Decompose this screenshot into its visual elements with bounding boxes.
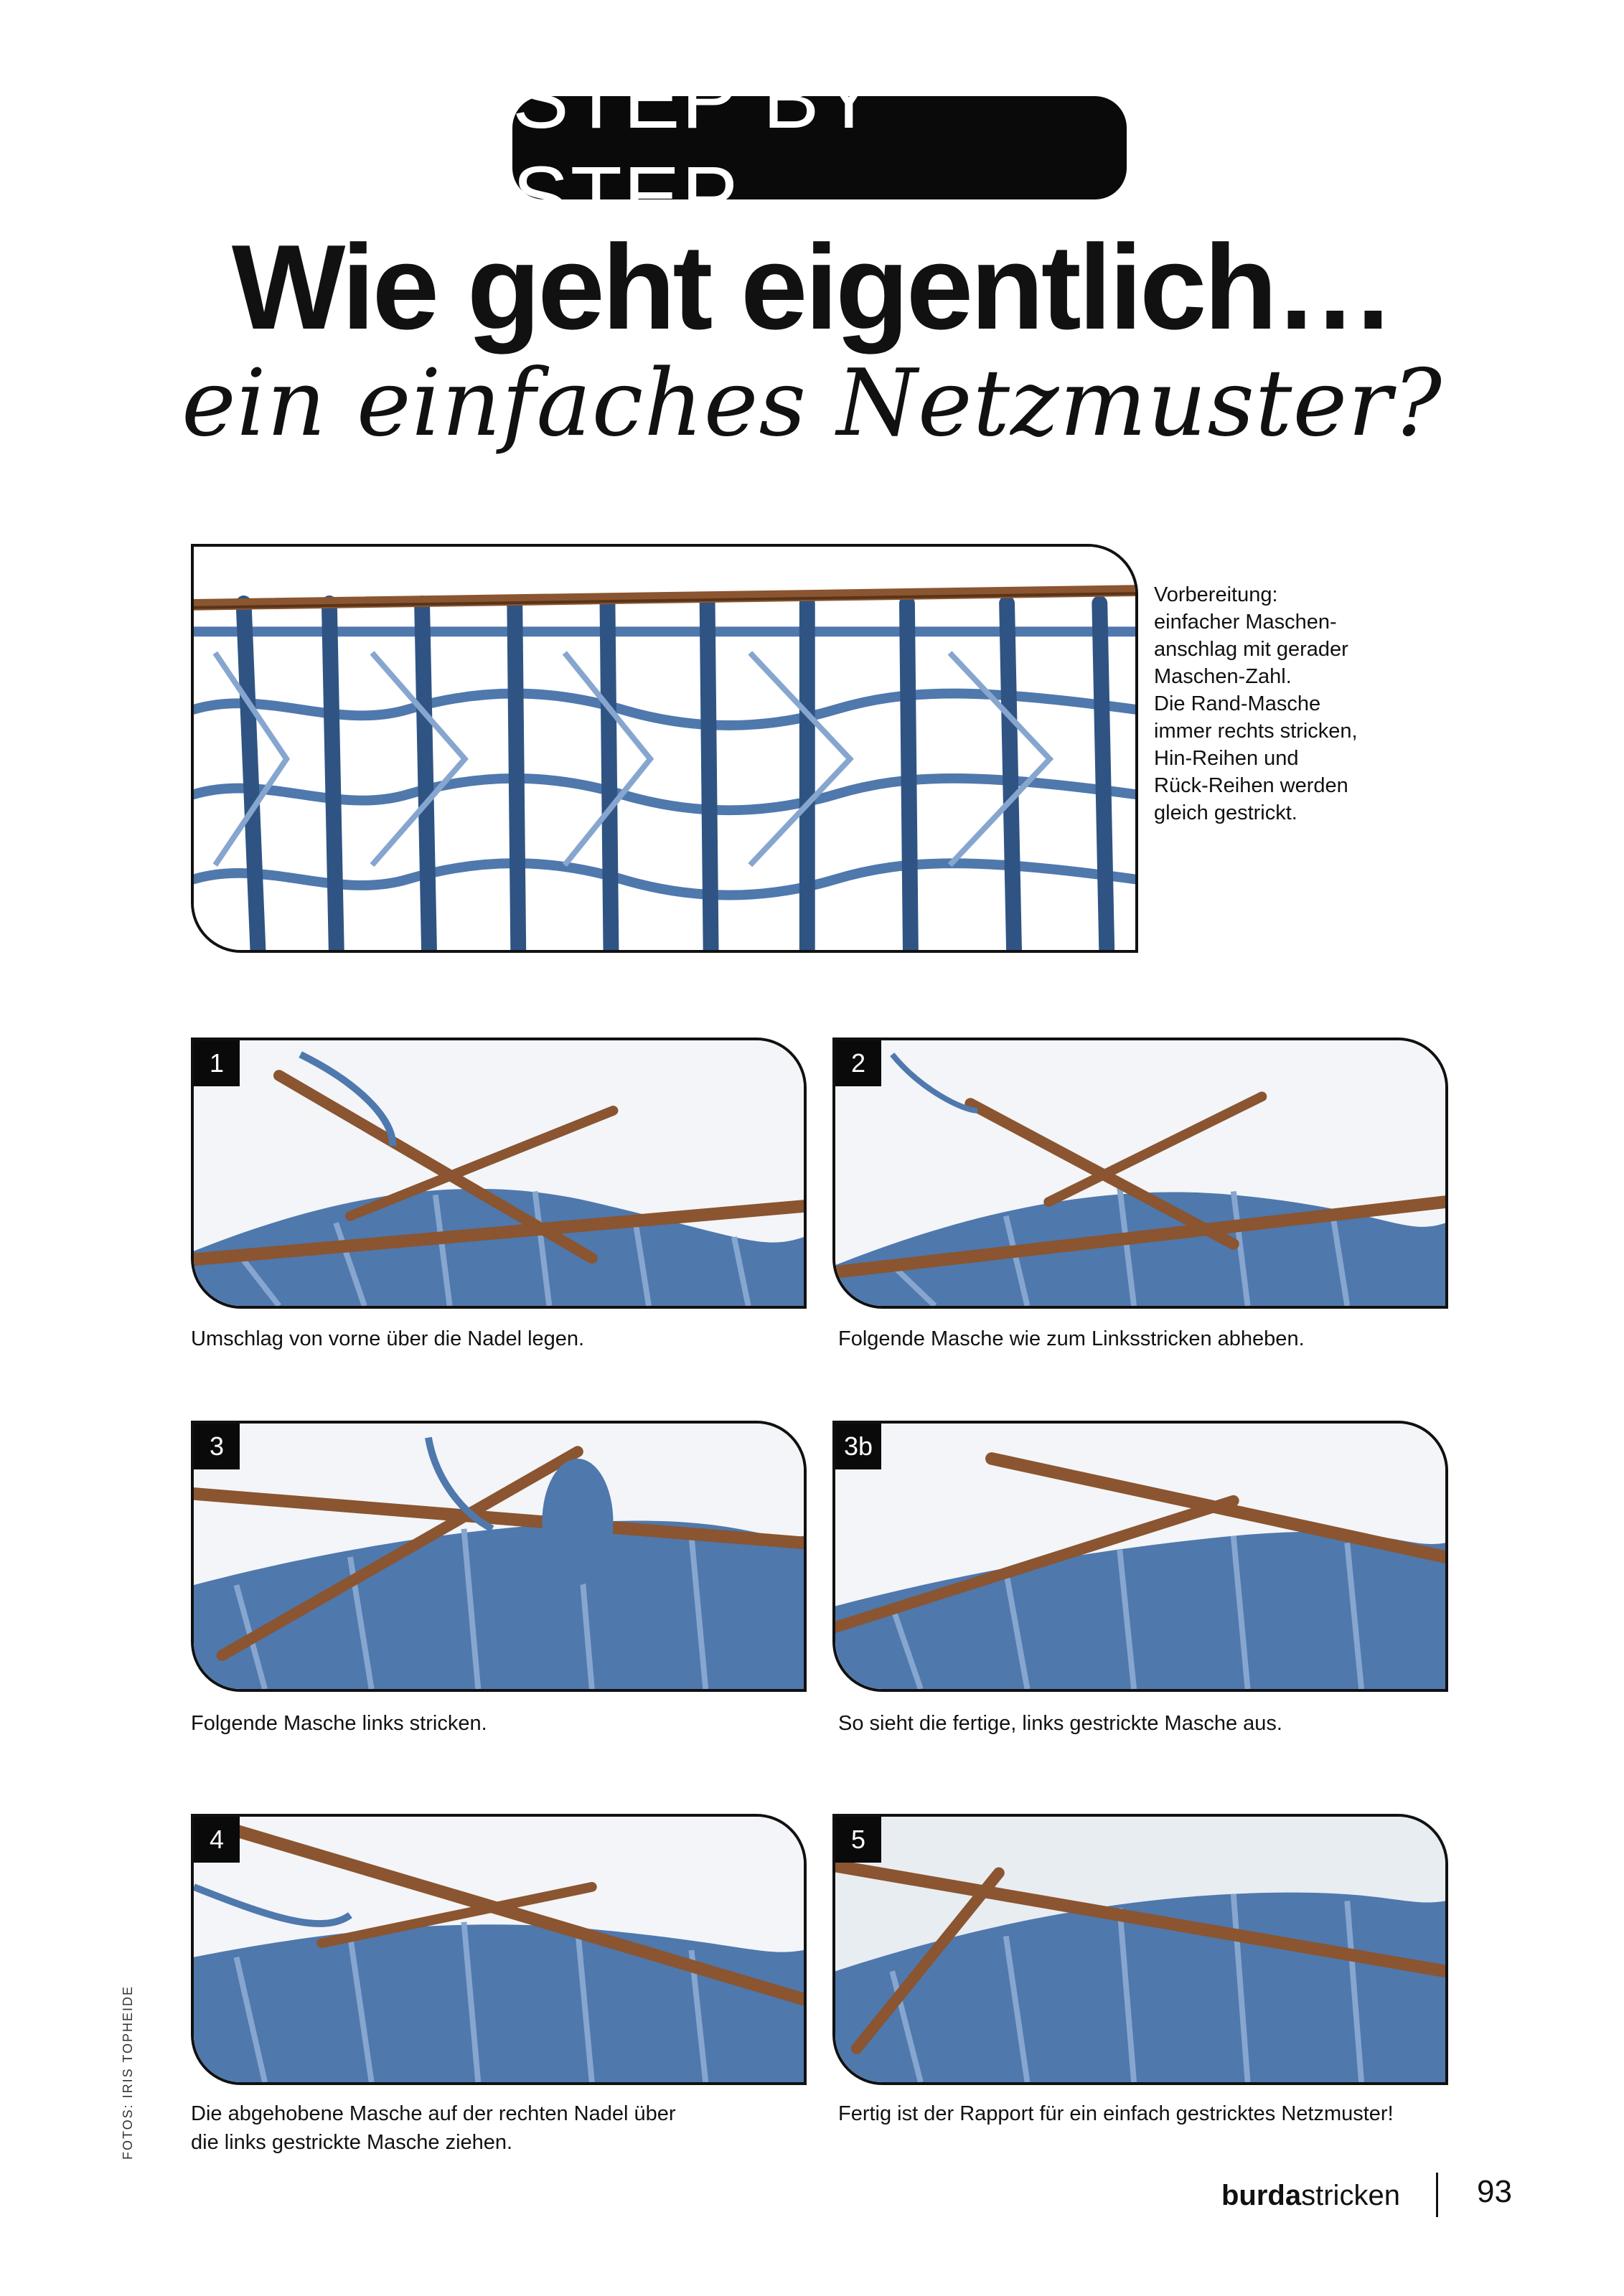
page-number: 93 [1477, 2174, 1512, 2209]
magazine-brand: burdastricken [1221, 2180, 1400, 2211]
step-3b-caption: So sieht die fertige, links gestrickte Masche aus. [838, 1712, 1282, 1735]
step-5-caption: Fertig ist der Rapport für ein einfach gestricktes Netzmuster! [838, 2102, 1394, 2125]
step-number: 5 [835, 1817, 881, 1863]
knitting-step-image [194, 1040, 804, 1306]
page-subtitle: ein einfaches Netzmuster? [182, 350, 1442, 457]
step-1-photo [191, 1038, 807, 1309]
step-number: 3b [835, 1424, 881, 1469]
step-3b-photo [832, 1421, 1448, 1692]
knitting-step-image [835, 1040, 1445, 1306]
page-title: Wie geht eigentlich… [231, 220, 1393, 354]
step-1-caption: Umschlag von vorne über die Nadel legen. [191, 1327, 585, 1350]
knitting-step-image [835, 1424, 1445, 1689]
step-number: 4 [194, 1817, 240, 1863]
step-2-photo [832, 1038, 1448, 1309]
knit-sample-image [194, 547, 1135, 950]
step-number: 1 [194, 1040, 240, 1086]
step-by-step-badge: STEP BY STEP [512, 96, 1127, 199]
knitting-step-image [194, 1424, 804, 1689]
step-3-photo [191, 1421, 807, 1692]
intro-photo [191, 544, 1138, 953]
step-4-caption: Die abgehobene Masche auf der rechten Nadel über die links gestrickte Masche ziehen. [191, 2102, 676, 2154]
knitting-step-image [835, 1817, 1445, 2082]
step-number: 3 [194, 1424, 240, 1469]
photo-credit: FOTOS: IRIS TOPHEIDE [121, 1985, 135, 2160]
step-number: 2 [835, 1040, 881, 1086]
preparation-text: Vorbereitung: einfacher Maschen- anschlag mit gerader Maschen-Zahl. Die Rand-Masche immer rechts stricken, Hin-Reihen und Rück-Reihen werden gleich gestrickt. [1154, 583, 1358, 824]
step-4-photo [191, 1814, 807, 2085]
step-3-caption: Folgende Masche links stricken. [191, 1712, 487, 1735]
step-2-caption: Folgende Masche wie zum Linksstricken abheben. [838, 1327, 1305, 1350]
step-5-photo [832, 1814, 1448, 2085]
footer-divider [1436, 2173, 1438, 2217]
knitting-step-image [194, 1817, 804, 2082]
